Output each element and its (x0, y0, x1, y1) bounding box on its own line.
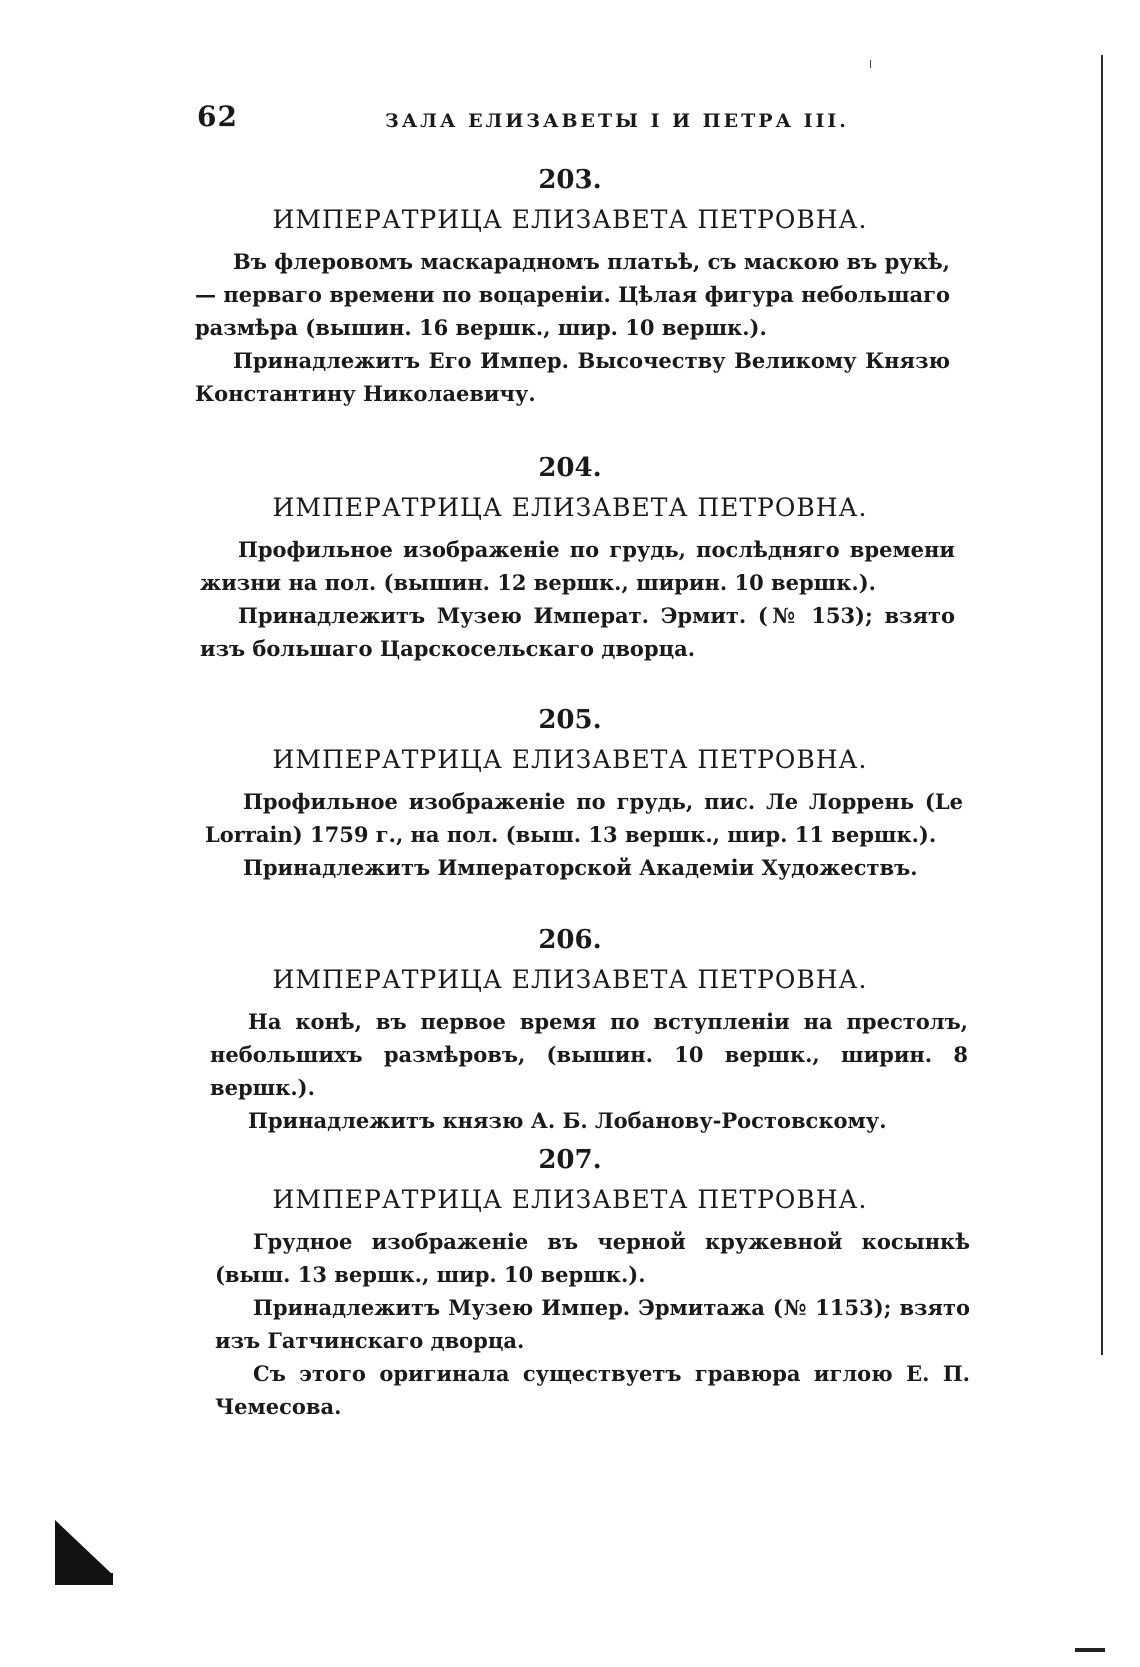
entry-number: 207. (538, 1145, 602, 1175)
catalog-entry (0, 925, 1140, 1137)
edge-speck (870, 60, 871, 68)
page-corner-mark-base (55, 1573, 113, 1585)
entry-body (195, 245, 950, 410)
entry-title: ИМПЕРАТРИЦА ЕЛИЗАВЕТА ПЕТРОВНА. (272, 205, 868, 234)
entry-paragraph: Съ этого оригинала существуетъ гравюра иглою Е. П. Чемесова. (215, 1361, 970, 1419)
bottom-edge-mark (1075, 1648, 1105, 1652)
entry-paragraph: Профильное изображеніе по грудь, пис. Ле Лоррень (Le Lorrain) 1759 г., на пол. (выш. 13 вершк., шир. 11 вершк.). (205, 789, 963, 847)
entry-title: ИМПЕРАТРИЦА ЕЛИЗАВЕТА ПЕТРОВНА. (272, 745, 868, 774)
entry-number: 206. (538, 925, 602, 955)
entry-title: ИМПЕРАТРИЦА ЕЛИЗАВЕТА ПЕТРОВНА. (272, 493, 868, 522)
entry-number: 205. (538, 705, 602, 735)
running-head: ЗАЛА ЕЛИЗАВЕТЫ I И ПЕТРА III. (385, 110, 849, 132)
page-corner-mark (55, 1520, 113, 1575)
entry-paragraph: Принадлежитъ Его Импер. Высочеству Великому Князю Константину Николаевичу. (195, 348, 950, 406)
entry-body (200, 533, 955, 665)
entry-title: ИМПЕРАТРИЦА ЕЛИЗАВЕТА ПЕТРОВНА. (272, 1185, 868, 1214)
entry-body (210, 1005, 968, 1137)
entry-number: 204. (538, 453, 602, 483)
entry-paragraph: Грудное изображеніе въ черной кружевной косынкѣ (выш. 13 вершк., шир. 10 вершк.). (215, 1229, 970, 1287)
catalog-entry (0, 705, 1140, 884)
entry-paragraph: Принадлежитъ Музею Импер. Эрмитажа (№ 1153); взято изъ Гатчинскаго дворца. (215, 1295, 970, 1353)
entry-title: ИМПЕРАТРИЦА ЕЛИЗАВЕТА ПЕТРОВНА. (272, 965, 868, 994)
entry-paragraph: Въ флеровомъ маскарадномъ платьѣ, съ маскою въ рукѣ,— перваго времени по воцареніи. Цѣлая фигура небольшаго размѣра (вышин. 16 вершк., шир. 10 вершк.). (195, 249, 950, 340)
entry-paragraph: На конѣ, въ первое время по вступленіи на престолъ, небольшихъ размѣровъ, (вышин. 10 вершк., ширин. 8 вершк.). (210, 1009, 968, 1100)
entry-body (205, 785, 963, 884)
page-number: 62 (197, 100, 238, 133)
catalog-entry (0, 1145, 1140, 1423)
entry-body (215, 1225, 970, 1423)
catalog-entry (0, 165, 1140, 410)
entry-paragraph: Профильное изображеніе по грудь, послѣдняго времени жизни на пол. (вышин. 12 вершк., ширин. 10 вершк.). (200, 537, 955, 595)
entry-number: 203. (538, 165, 602, 195)
entry-paragraph: Принадлежитъ Музею Императ. Эрмит. (№ 153); взято изъ большаго Царскосельскаго дворца. (200, 603, 955, 661)
entry-paragraph: Принадлежитъ князю А. Б. Лобанову-Ростовскому. (248, 1108, 887, 1133)
catalog-entry (0, 453, 1140, 665)
entry-paragraph: Принадлежитъ Императорской Академіи Художествъ. (243, 855, 918, 880)
